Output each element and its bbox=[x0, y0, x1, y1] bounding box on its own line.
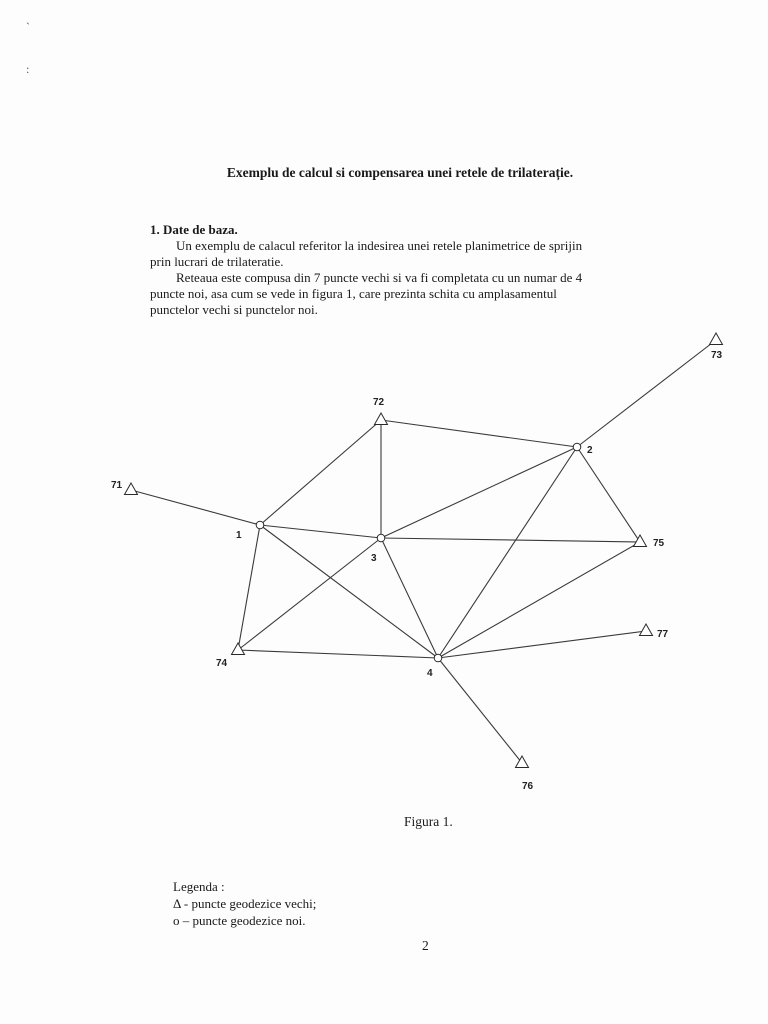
edge-4-75 bbox=[438, 542, 640, 658]
section-heading: 1. Date de baza. bbox=[150, 222, 238, 237]
legend-new-points: o – puncte geodezice noi. bbox=[173, 913, 306, 928]
edge-72-2 bbox=[381, 420, 577, 447]
legend bbox=[173, 878, 316, 929]
legend-title: Legenda : bbox=[173, 879, 225, 894]
edge-1-74 bbox=[238, 525, 260, 650]
old-point-72-triangle-icon bbox=[375, 413, 388, 425]
edge-1-4 bbox=[260, 525, 438, 658]
new-point-2-circle-icon bbox=[573, 443, 581, 451]
paragraph-2-line-1: Reteaua este compusa din 7 puncte vechi si va fi completata cu un numar de 4 bbox=[176, 270, 583, 285]
old-point-73-label: 73 bbox=[711, 350, 723, 361]
trilateration-network-figure bbox=[0, 325, 768, 805]
edge-1-72 bbox=[260, 420, 381, 525]
edge-1-3 bbox=[260, 525, 381, 538]
old-point-77-label: 77 bbox=[657, 629, 669, 640]
paragraph-1-line-1: Un exemplu de calacul referitor la indesirea unei retele planimetrice de sprijin bbox=[176, 238, 583, 253]
edge-3-74 bbox=[238, 538, 381, 650]
new-point-1-label: 1 bbox=[236, 530, 242, 541]
paragraph-2-line-2: puncte noi, asa cum se vede in figura 1, care prezinta schita cu amplasamentul bbox=[150, 286, 557, 301]
figure-caption: Figura 1. bbox=[404, 814, 453, 829]
edge-74-4 bbox=[238, 650, 438, 658]
edge-2-73 bbox=[577, 340, 716, 447]
paragraph-1-line-2: prin lucrari de trilateratie. bbox=[150, 254, 284, 269]
new-point-4-label: 4 bbox=[427, 668, 433, 679]
old-point-74-label: 74 bbox=[216, 658, 228, 669]
page-number: 2 bbox=[422, 938, 429, 953]
scan-artifact-top: ` bbox=[26, 20, 30, 34]
network-edges bbox=[131, 340, 716, 763]
new-point-4-circle-icon bbox=[434, 654, 442, 662]
old-point-71-triangle-icon bbox=[125, 483, 138, 495]
new-point-2-label: 2 bbox=[587, 445, 593, 456]
old-point-75-label: 75 bbox=[653, 538, 665, 549]
edge-4-76 bbox=[438, 658, 522, 763]
edge-2-4 bbox=[438, 447, 577, 658]
new-point-3-label: 3 bbox=[371, 553, 377, 564]
old-point-76-label: 76 bbox=[522, 781, 534, 792]
scan-artifact-colon: : bbox=[26, 62, 30, 76]
edge-4-77 bbox=[438, 631, 646, 658]
page-title: Exemplu de calcul si compensarea unei retele de trilaterație. bbox=[226, 165, 574, 180]
edge-3-4 bbox=[381, 538, 438, 658]
old-point-71-label: 71 bbox=[111, 480, 123, 491]
old-point-73-triangle-icon bbox=[710, 333, 723, 345]
new-point-3-circle-icon bbox=[377, 534, 385, 542]
old-point-75-triangle-icon bbox=[634, 535, 647, 547]
legend-old-points: Δ - puncte geodezice vechi; bbox=[173, 896, 317, 911]
paragraph-2-line-3: punctelor vechi si punctelor noi. bbox=[150, 302, 318, 317]
new-point-1-circle-icon bbox=[256, 521, 264, 529]
intro-section bbox=[150, 222, 670, 318]
old-point-77-triangle-icon bbox=[640, 624, 653, 636]
edge-3-75 bbox=[381, 538, 640, 542]
edge-71-1 bbox=[131, 490, 260, 525]
edge-2-75 bbox=[577, 447, 640, 542]
old-point-74-triangle-icon bbox=[232, 643, 245, 655]
old-point-72-label: 72 bbox=[373, 397, 385, 408]
